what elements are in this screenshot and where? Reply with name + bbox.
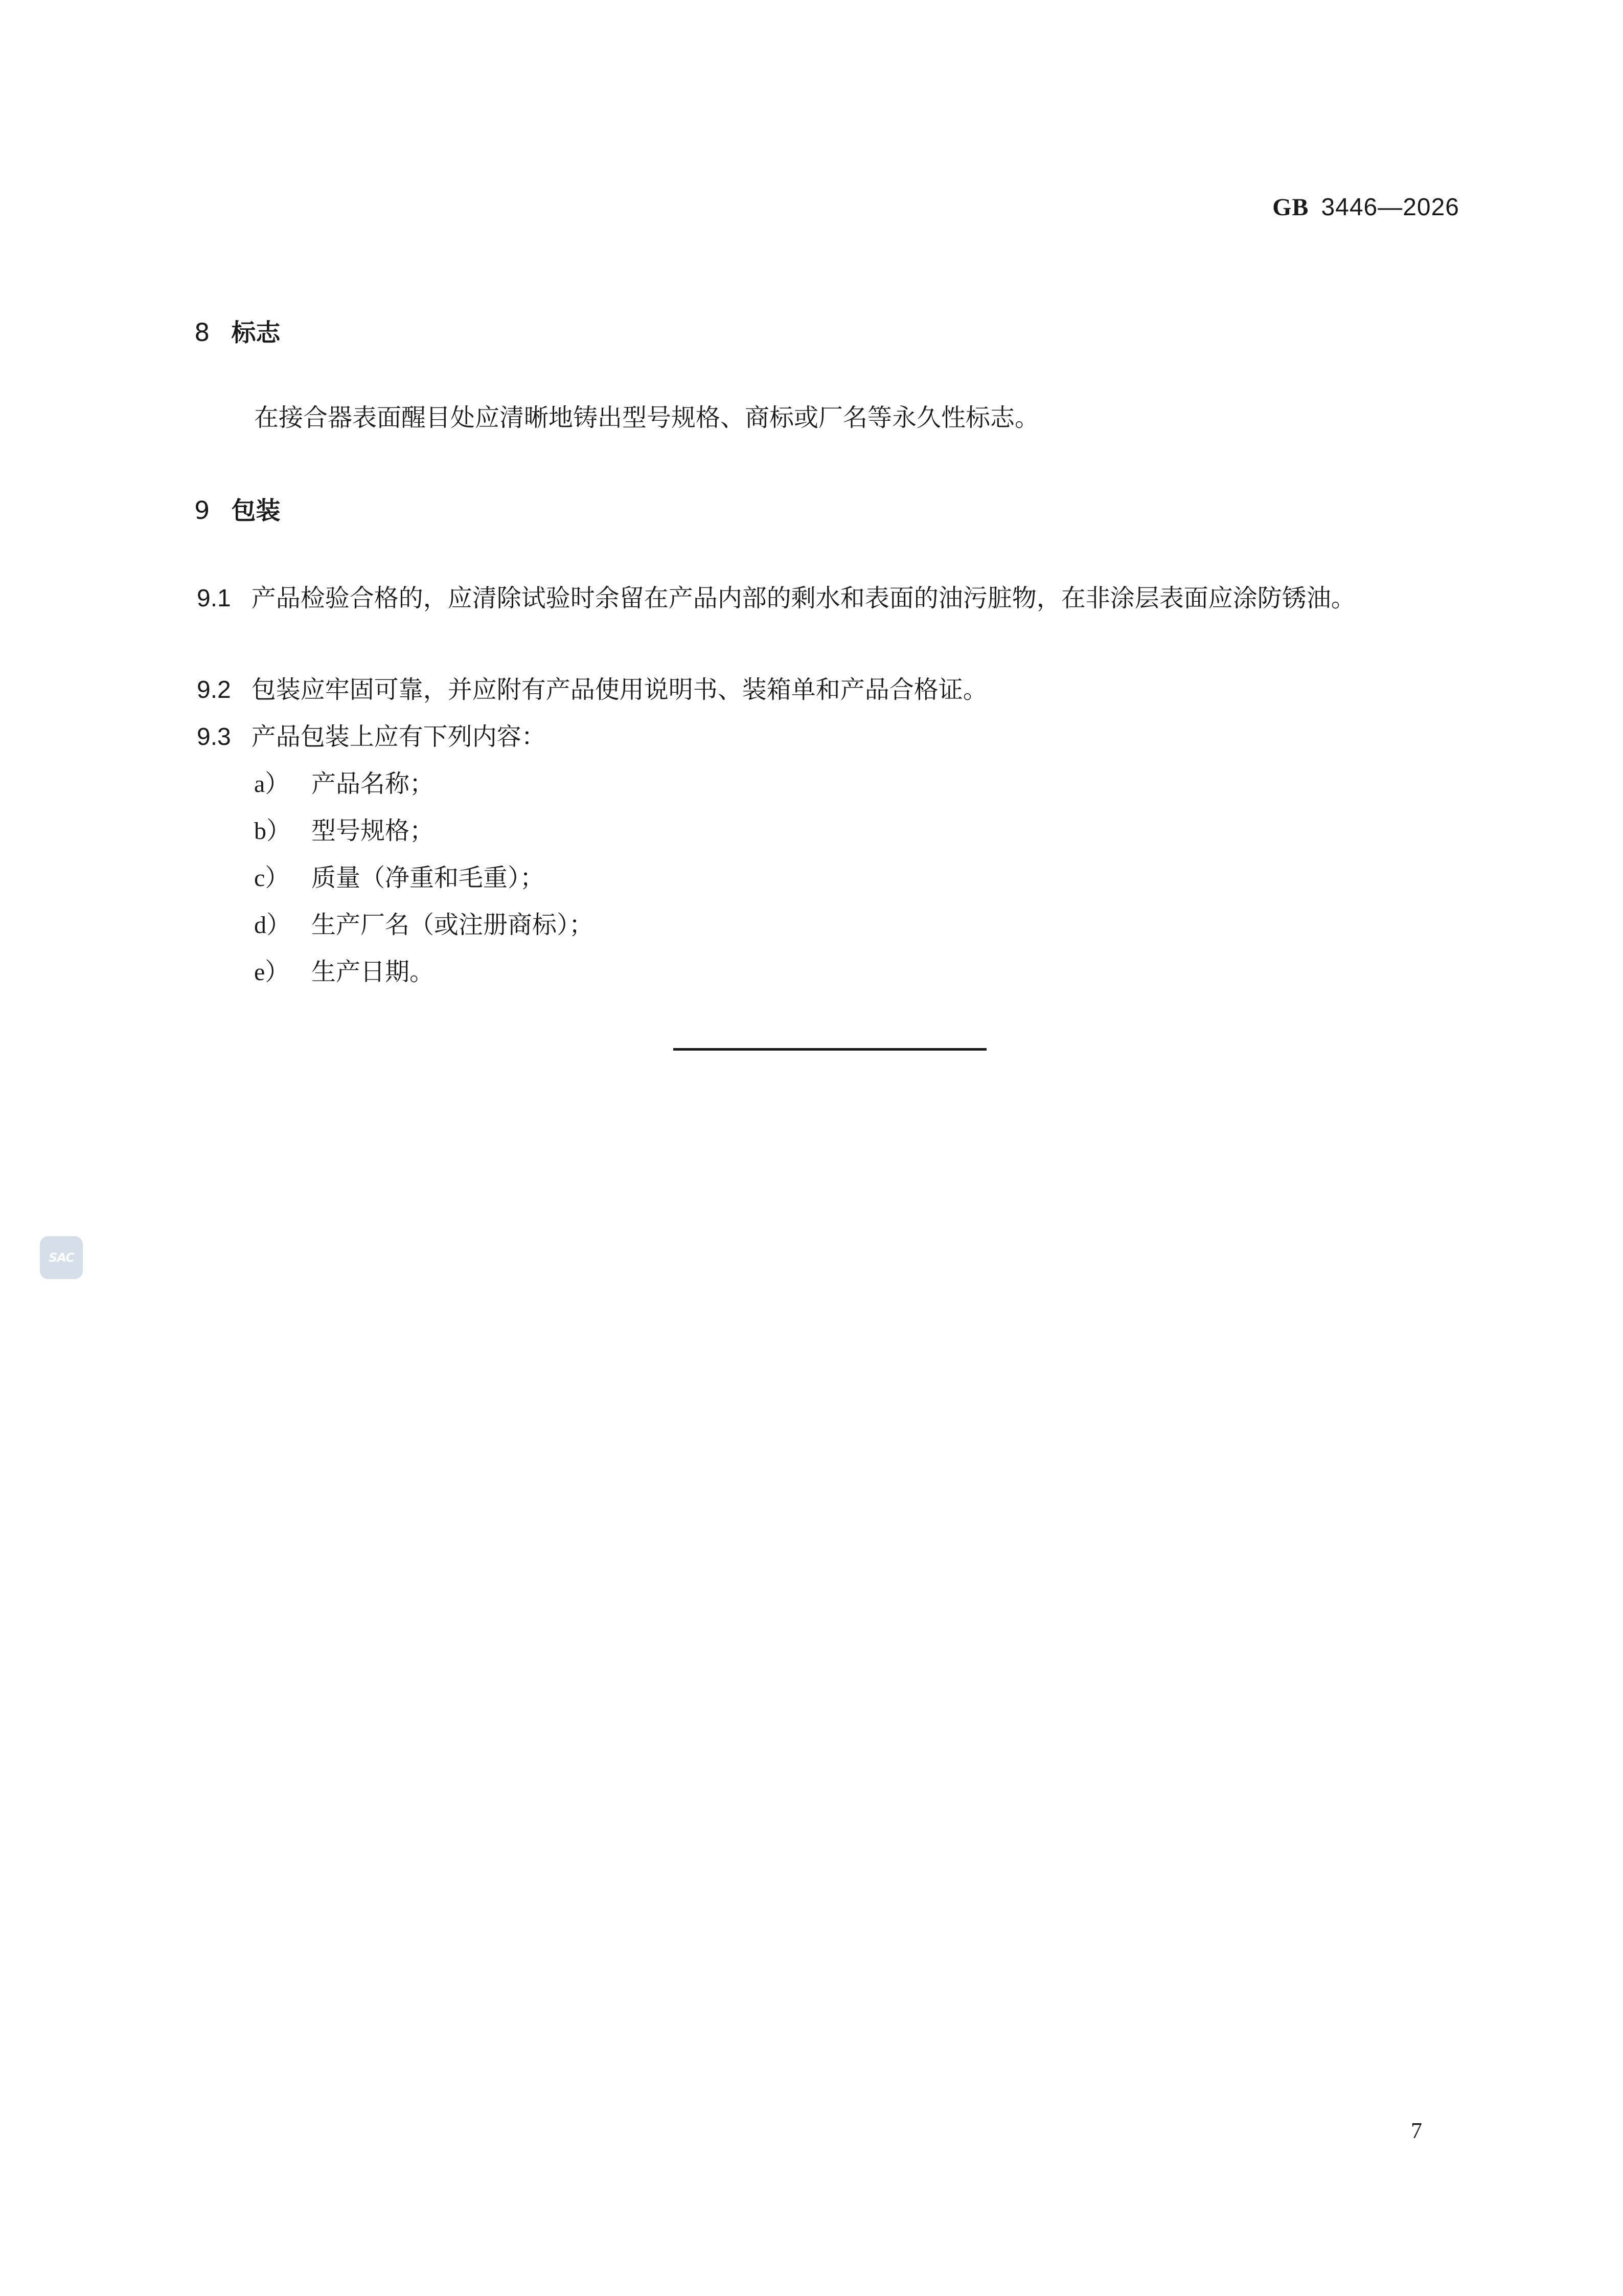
clause-number: 9.1 bbox=[197, 585, 231, 612]
clause-number: 9.3 bbox=[197, 723, 231, 751]
clause-9-2 bbox=[197, 666, 988, 714]
standard-code: 3446—2026 bbox=[1321, 194, 1459, 221]
list-item bbox=[254, 854, 544, 902]
clause-9-1 bbox=[197, 575, 1475, 622]
standard-number bbox=[1272, 193, 1459, 221]
list-item bbox=[254, 760, 434, 808]
clause-text: 产品检验合格的，应清除试验时余留在产品内部的剩水和表面的油污脏物，在非涂层表面应涂防锈油。 bbox=[251, 584, 1356, 612]
list-item-text: 质量（净重和毛重）； bbox=[311, 863, 545, 892]
list-item-letter: a） bbox=[254, 770, 290, 798]
section-title: 标志 bbox=[231, 319, 281, 347]
page-number: 7 bbox=[1411, 2118, 1422, 2143]
list-item-text: 型号规格； bbox=[311, 816, 435, 845]
clause-number: 9.2 bbox=[197, 676, 231, 703]
list-item-letter: c） bbox=[254, 865, 290, 892]
section-9-heading bbox=[194, 491, 281, 526]
section-number: 8 bbox=[194, 319, 210, 347]
clause-9-3 bbox=[197, 713, 546, 761]
list-item-letter: e） bbox=[254, 959, 290, 986]
list-item bbox=[254, 807, 434, 855]
list-item-text: 生产厂名（或注册商标）； bbox=[311, 911, 594, 939]
list-item-text: 产品名称； bbox=[311, 769, 435, 798]
end-rule bbox=[673, 1048, 987, 1051]
section-number: 9 bbox=[194, 496, 210, 525]
list-item-letter: d） bbox=[254, 912, 291, 939]
section-title: 包装 bbox=[231, 496, 281, 525]
sac-watermark-logo: SAC bbox=[40, 1236, 83, 1279]
list-item bbox=[254, 948, 434, 996]
section-8-heading bbox=[194, 313, 281, 348]
standard-prefix: GB bbox=[1272, 194, 1309, 221]
list-item-letter: b） bbox=[254, 817, 291, 845]
list-item bbox=[254, 901, 593, 949]
clause-text: 产品包装上应有下列内容： bbox=[251, 722, 546, 751]
list-item-text: 生产日期。 bbox=[311, 958, 435, 986]
section-8-text: 在接合器表面醒目处应清晰地铸出型号规格、商标或厂名等永久性标志。 bbox=[254, 403, 1040, 432]
clause-text: 包装应牢固可靠，并应附有产品使用说明书、装箱单和产品合格证。 bbox=[251, 675, 988, 704]
